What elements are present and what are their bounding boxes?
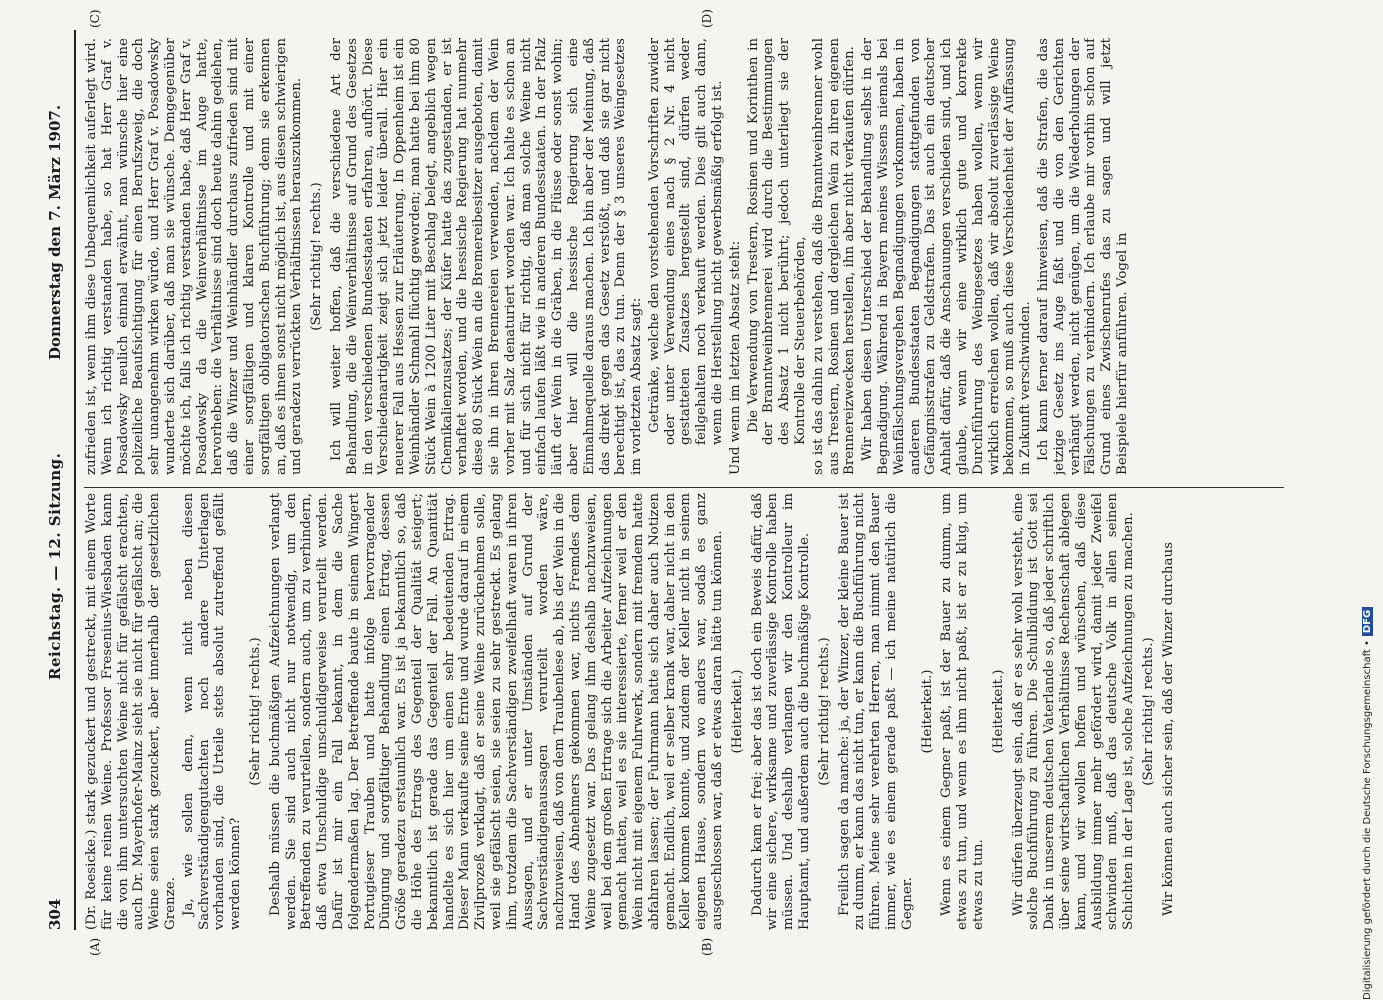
running-header	[40, 0, 70, 1000]
paragraph: (Sehr richtig! rechts.)	[1141, 637, 1156, 786]
paragraph: (Heiterkeit.)	[919, 669, 935, 754]
paragraph: (Heiterkeit.)	[729, 669, 745, 754]
right-text-column	[84, 38, 1264, 475]
dfg-logo: DFG	[1362, 607, 1373, 636]
paragraph: (Heiterkeit.)	[990, 669, 1006, 754]
paragraph: Getränke, welche den vorstehenden Vorschriften zuwider oder unter Verwendung eines nach § 2 Nr. 4 nicht gestatteten Zusatzes hergestellt sind, dürfen weder feilgehalten noch verkauft werden. Dies gilt auch dann, wenn die Herstellung nicht gewerbsmäßig erfolgt ist.	[646, 38, 726, 445]
paragraph: (Dr. Roesicke.) stark gezuckert und gestreckt, mit einem Worte für keine reinen Weine. Professor Fresenius-Wiesbaden kann die von ihm untersuchten Weine nicht für gefälscht erachten, auch Dr. Mayerhofer-Mainz sieht sie nicht für gefälscht an; die Weine seien stark gezuckert, aber innerhalb der gesetzlichen Grenze.	[84, 493, 178, 930]
paragraph: Ich kann ferner darauf hinweisen, daß die Strafen, die das jetzige Gesetz ins Auge faßt und die von den Gerichten verhängt werden, nicht genügen, um die Wiederholungen der Fälschungen zu verhindern. Ich erlaube mir vorhin schon auf Grund eines Zwischenrufes das zu sagen und will jetzt Beispiele hierfür anführen. Vogel in	[1036, 38, 1130, 475]
paragraph: so ist das dahin zu verstehen, daß die Branntweinbrenner wohl aus Trestern, Rosinen und dergleichen Wein zu ihren eigenen Brennereizwecken herstellen, ihn aber nicht verkaufen dürfen.	[810, 38, 858, 475]
footer-credit: Digitalisierung gefördert durch die Deutsche Forschungsgemeinschaft •	[1362, 640, 1373, 1000]
paragraph: Wenn es einem Gegner paßt, ist der Bauer zu dumm, um etwas zu tun, und wenn es ihm nicht paßt, ist er zu klug, um etwas zu tun.	[939, 493, 987, 930]
paragraph: Freilich sagen da manche: ja, der Winzer, der kleine Bauer ist zu dumm, er kann das nicht tun, er kann die Buchführung nicht führen. Meine sehr verehrten Herren, man nimmt den Bauer immer, wie es einem gerade paßt — ich meine natürlich die Gegner.	[836, 493, 915, 930]
session-title: Reichstag. — 12. Sitzung.	[46, 452, 64, 680]
margin-marker-b: (B)	[700, 937, 714, 956]
paragraph: Wir dürfen überzeugt sein, daß er es sehr wohl versteht, eine solche Buchführung zu führen. Die Schulbildung ist Gott sei Dank in unserem deutschen Vaterlande so, daß jeder schriftlich über seine wirtschaftlichen Verhältnisse Rechenschaft ablegen kann, und wir wollen hoffen und wünschen, daß diese Ausbildung immer mehr gefördert wird, damit jeder Zweifel schwinden muß, daß das deutsche Volk in allen seinen Schichten in der Lage ist, solche Aufzeichnungen zu machen.	[1010, 493, 1137, 930]
margin-marker-c: (C)	[88, 9, 102, 28]
paragraph: zufrieden ist, wenn ihm diese Unbequemlichkeit auferlegt wird. Wenn ich richtig verstanden habe, so hat Herr Graf v. Posadowsky neulich einmal erwähnt, man wünsche hier eine polizeiliche Beaufsichtigung für einen Berufszweig, die doch sehr unangenehm wirken würde, und Herr Graf v. Posadowsky wunderte sich darüber, daß man sie wünsche. Demgegenüber möchte ich, falls ich richtig verstanden habe, daß Herr Graf v. Posadowsky da die Weinverhältnisse im Auge hatte, hervorheben: die Verhältnisse sind doch heute dahin gediehen, daß die Winzer und Weinhändler durchaus zufrieden sind mit einer sorgfältigen und klaren Kontrolle und mit einer sorgfältigen obligatorischen Buchführung; denn sie erkennen an, daß es ihnen sonst nicht möglich ist, aus diesen schwierigen und geradezu verrückten Verhältnissen herauszukommen.	[84, 38, 305, 475]
column-divider	[84, 487, 1284, 488]
digitization-footer	[1362, 20, 1380, 1000]
paragraph: Ja, wie sollen denn, wenn nicht neben diesen Sachverständigengutachten noch andere Unterlagen vorhanden sind, die Urteile stets absolut zutreffend gefällt werden können?	[180, 493, 244, 930]
paragraph: Deshalb müssen die buchmäßigen Aufzeichnungen verlangt werden. Sie sind auch nicht nur notwendig, um den Betreffenden zu verurteilen, sondern auch, um zu verhindern, daß etwa Unschuldige unschuldigerweise verurteilt werden. Dafür ist mir ein Fall bekannt, in dem die Sache folgendermaßen lag. Der Betreffende baute in seinem Wingert Portugieser Trauben und hatte infolge hervorragender Düngung und sorgfältiger Behandlung einen Ertrag, dessen Größe geradezu erstaunlich war. Es ist ja bekanntlich so, daß die Höhe des Ertrags des Gegenteil der Qualität steigert; bekanntlich ist gerade das Gegenteil der Fall. An Quantität handelte es sich hier um einen sehr bedeutenden Ertrag. Dieser Mann verkaufte seine Ernte und wurde darauf in einem Zivilprozeß verklagt, daß er seine Weine zurücknehmen solle, weil sie gefälscht seien, sie seien zu sehr gestreckt. Es gelang ihm, trotzdem die Sachverständigen zweifelhaft waren in ihren Aussagen, und er unter Umständen auf Grund der Sachverständigenaussagen verurteilt worden wäre, nachzuweisen, daß von dem Traubenlese ab, bis der Wein in die Hand des Abnehmers gekommen war, nichts Fremdes dem Weine zugesetzt war. Das gelang ihm deshalb nachzuweisen, weil bei dem großen Ertrage sich die Arbeiter Aufzeichnungen gemacht hatten, weil es sie interessierte, ferner weil er den Wein nicht mit eigenem Fuhrwerk, sondern mit fremdem hatte abfahren lassen; der Fuhrmann hatte sich daher auch Notizen gemacht. Endlich, weil er selber krank war, daher nicht in den Keller kommen konnte, und zudem der Keller nicht in seinem eigenen Hause, sondern wo anders war, sodaß es ganz ausgeschlossen war, daß er etwas daran hätte tun können.	[267, 493, 726, 930]
margin-marker-d: (D)	[700, 9, 714, 28]
paragraph: Und wenn im letzten Absatz steht:	[727, 240, 743, 475]
paragraph: (Sehr richtig! rechts.)	[816, 637, 832, 786]
page-number: 304	[46, 898, 64, 930]
paragraph: Die Verwendung von Trestern, Rosinen und Korinthen in der Branntweinbrennerei wird durch die Bestimmungen des Absatz 1 nicht berührt; jedoch unterliegt sie der Kontrolle der Steuerbehörden,	[745, 38, 809, 445]
paragraph: Wir können auch sicher sein, daß der Winzer durchaus	[1160, 542, 1176, 916]
paragraph: (Sehr richtig! rechts.)	[247, 637, 263, 786]
paragraph: (Sehr richtig! rechts.)	[309, 182, 325, 331]
left-text-column	[84, 493, 1264, 930]
header-rule	[74, 30, 76, 930]
session-date: Donnerstag den 7. März 1907.	[46, 104, 64, 360]
paragraph: Wir haben diesen Unterschied der Behandlung selbst in der Begnadigung. Während in Bayern meines Wissens niemals bei Weinfälschungsvergehen Begnadigungen vorkommen, haben in anderen Bundesstaaten Begnadigungen stattgefunden von Gefängnisstrafen zu Geldstrafen. Das ist auch ein deutscher Anhalt dafür, daß die Anschauungen verschieden sind, und ich glaube, wenn wir eine wirklich gute und korrekte Durchführung des Weingesetzes haben wollen, wenn wir wirklich erreichen wollen, daß wir absolut zuverlässige Weine bekommen, so muß auch diese Verschiedenheit der Auffassung in Zukunft verschwinden.	[860, 38, 1034, 475]
paragraph: Dadurch kam er frei; aber das ist doch ein Beweis dafür, daß wir eine sichere, wirksame und zuverlässige Kontrolle haben müssen. Und deshalb verlangen wir den Kontrolleur im Hauptamt, und außerdem auch die buchmäßige Kontrolle.	[749, 493, 813, 930]
paragraph: Ich will weiter hoffen, daß die verschiedene Art der Behandlung, die die Weinverhältnisse auf Grund des Gesetzes in den verschiedenen Bundesstaaten erfahren, aufhört. Diese Verschiedenartigkeit zeigt sich jetzt leider überall. Hier ein neuerer Fall aus Hessen zur Erläuterung. In Oppenheim ist ein Weinhändler Schmahl flüchtig geworden; man hatte bei ihm 80 Stück Wein à 1200 Liter mit Beschlag belegt, angeblich wegen Chemikalienzusatzes; der Küfer hatte das zugestanden, er ist verhaftet worden, und die hessische Regierung hat nunmehr diese 80 Stück Wein an die Bremereibesitzer ausgeboten, damit sie ihn in ihren Brennereien verwenden, nachdem der Wein vorher mit Salz denaturiert worden war. Ich halte es schon an und für sich nicht für richtig, daß man solche Weine nicht einfach laufen läßt wie in anderen Bundesstaaten. In der Pfalz läuft der Wein in die Gräben, in die Flüsse oder sonst wohin; aber hier will die hessische Regierung sich eine Einnahmequelle daraus machen. Ich bin aber der Meinung, daß das direkt gegen das Gesetz verstößt, und daß sie gar nicht berechtigt ist, das zu tun. Denn der § 3 unseres Weingesetzes im vorletzten Absatz sagt:	[328, 38, 645, 475]
margin-marker-a: (A)	[88, 937, 102, 956]
